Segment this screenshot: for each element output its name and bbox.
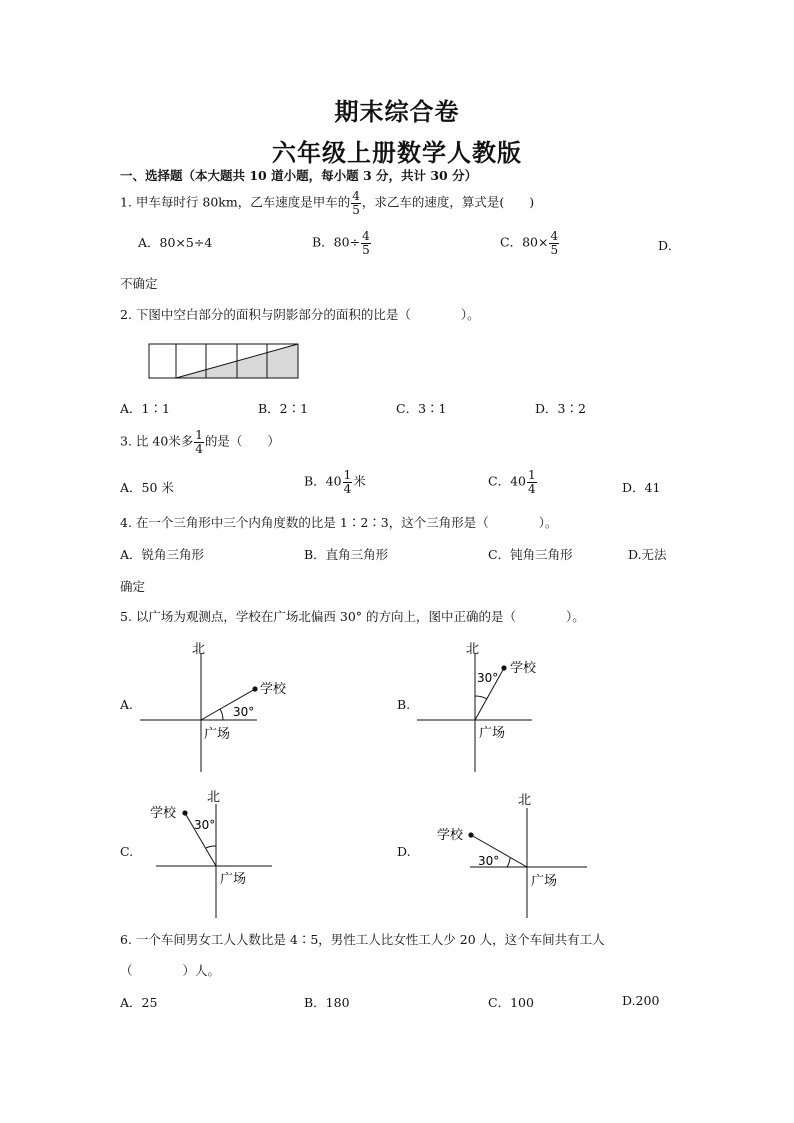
north-label: 北 [192,642,206,657]
question-1: 1. 甲车每时行 80km，乙车速度是甲车的 $\frac{4}{5}$ ，求乙车的速度，算式是( ) [120,189,535,217]
option-b[interactable]: B．2∶1 [258,401,309,416]
option-c[interactable]: C．3∶1 [396,401,447,416]
fraction: $\frac{4}{5}$ [352,189,360,217]
question-6-text: 6. 一个车间男女工人人数比是 4∶5，男性工人比女性工人少 20 人，这个车间共有工人 [120,932,605,947]
fraction: $\frac{1}{4}$ [343,468,352,496]
fraction: $\frac{1}{4}$ [195,428,203,456]
angle-label: 30° [194,818,216,832]
north-label: 北 [466,642,480,657]
option-d-continued: 确定 [120,579,146,594]
angle-label: 30° [233,705,255,719]
option-d[interactable]: D． [658,238,681,253]
square-label: 广场 [204,727,231,742]
school-label: 学校 [260,682,287,697]
diagram-c [140,784,300,922]
option-a[interactable]: A．50 米 [120,480,174,495]
option-d[interactable]: D. [397,844,411,859]
square-label: 广场 [531,874,558,889]
question-1-text: 1. 甲车每时行 80km，乙车速度是甲车的 [120,194,351,210]
option-b[interactable]: B．直角三角形 [304,547,389,562]
square-label: 广场 [220,872,247,887]
option-c[interactable]: C．40 $\frac{1}{4}$ [488,468,536,496]
option-a[interactable]: A．25 [120,995,158,1010]
exam-title: 期末综合卷 [334,97,460,126]
option-d-continued: 不确定 [120,276,158,291]
fraction: $\frac{4}{5}$ [362,229,370,257]
question-6-blank: （ ）人。 [120,963,221,978]
question-5-text: 5. 以广场为观测点，学校在广场北偏西 30° 的方向上，图中正确的是（ ）。 [120,609,585,624]
angle-label: 30° [478,854,500,868]
option-c[interactable]: C．80× $\frac{4}{5}$ [500,229,559,257]
option-c[interactable]: C．100 [488,995,534,1010]
diagram-b [410,636,580,776]
option-d[interactable]: D．3∶2 [535,401,586,416]
option-a[interactable]: A．80×5÷4 [138,235,213,250]
option-b[interactable]: B．40 $\frac{1}{4}$ 米 [304,468,366,496]
option-d[interactable]: D.无法 [628,547,667,562]
angle-label: 30° [477,671,499,685]
question-4-text: 4. 在一个三角形中三个内角度数的比是 1∶2∶3，这个三角形是（ ）。 [120,515,558,530]
option-b[interactable]: B．80÷ $\frac{4}{5}$ [312,229,370,257]
square-label: 广场 [479,726,506,741]
section-heading: 一、选择题（本大题共 10 道小题，每小题 3 分，共计 30 分） [120,168,478,183]
school-point [468,832,473,837]
option-c[interactable]: C．钝角三角形 [488,547,573,562]
school-point [182,810,187,815]
question-2-text: 2. 下图中空白部分的面积与阴影部分的面积的比是（ ）。 [120,307,480,322]
fraction: $\frac{4}{5}$ [550,229,559,257]
school-point [252,686,257,691]
north-label: 北 [207,790,221,805]
option-d[interactable]: D．41 [622,480,661,495]
diagram-a [130,636,300,776]
diagram-d [430,784,595,922]
fraction: $\frac{1}{4}$ [527,468,536,496]
school-point [501,665,506,670]
rectangle-figure [148,342,300,380]
north-label: 北 [518,793,532,808]
exam-subtitle: 六年级上册数学人教版 [272,138,522,167]
question-3: 3. 比 40米多 $\frac{1}{4}$ 的是（ ） [120,428,280,456]
option-d[interactable]: D.200 [622,993,660,1008]
option-b[interactable]: B. [397,697,411,712]
school-label: 学校 [510,661,537,676]
option-b[interactable]: B．180 [304,995,350,1010]
school-label: 学校 [150,806,177,821]
option-c[interactable]: C. [120,844,134,859]
option-a[interactable]: A．锐角三角形 [120,547,205,562]
option-a[interactable]: A．1∶1 [120,401,170,416]
option-a[interactable]: A. [120,697,134,712]
school-label: 学校 [437,828,464,843]
